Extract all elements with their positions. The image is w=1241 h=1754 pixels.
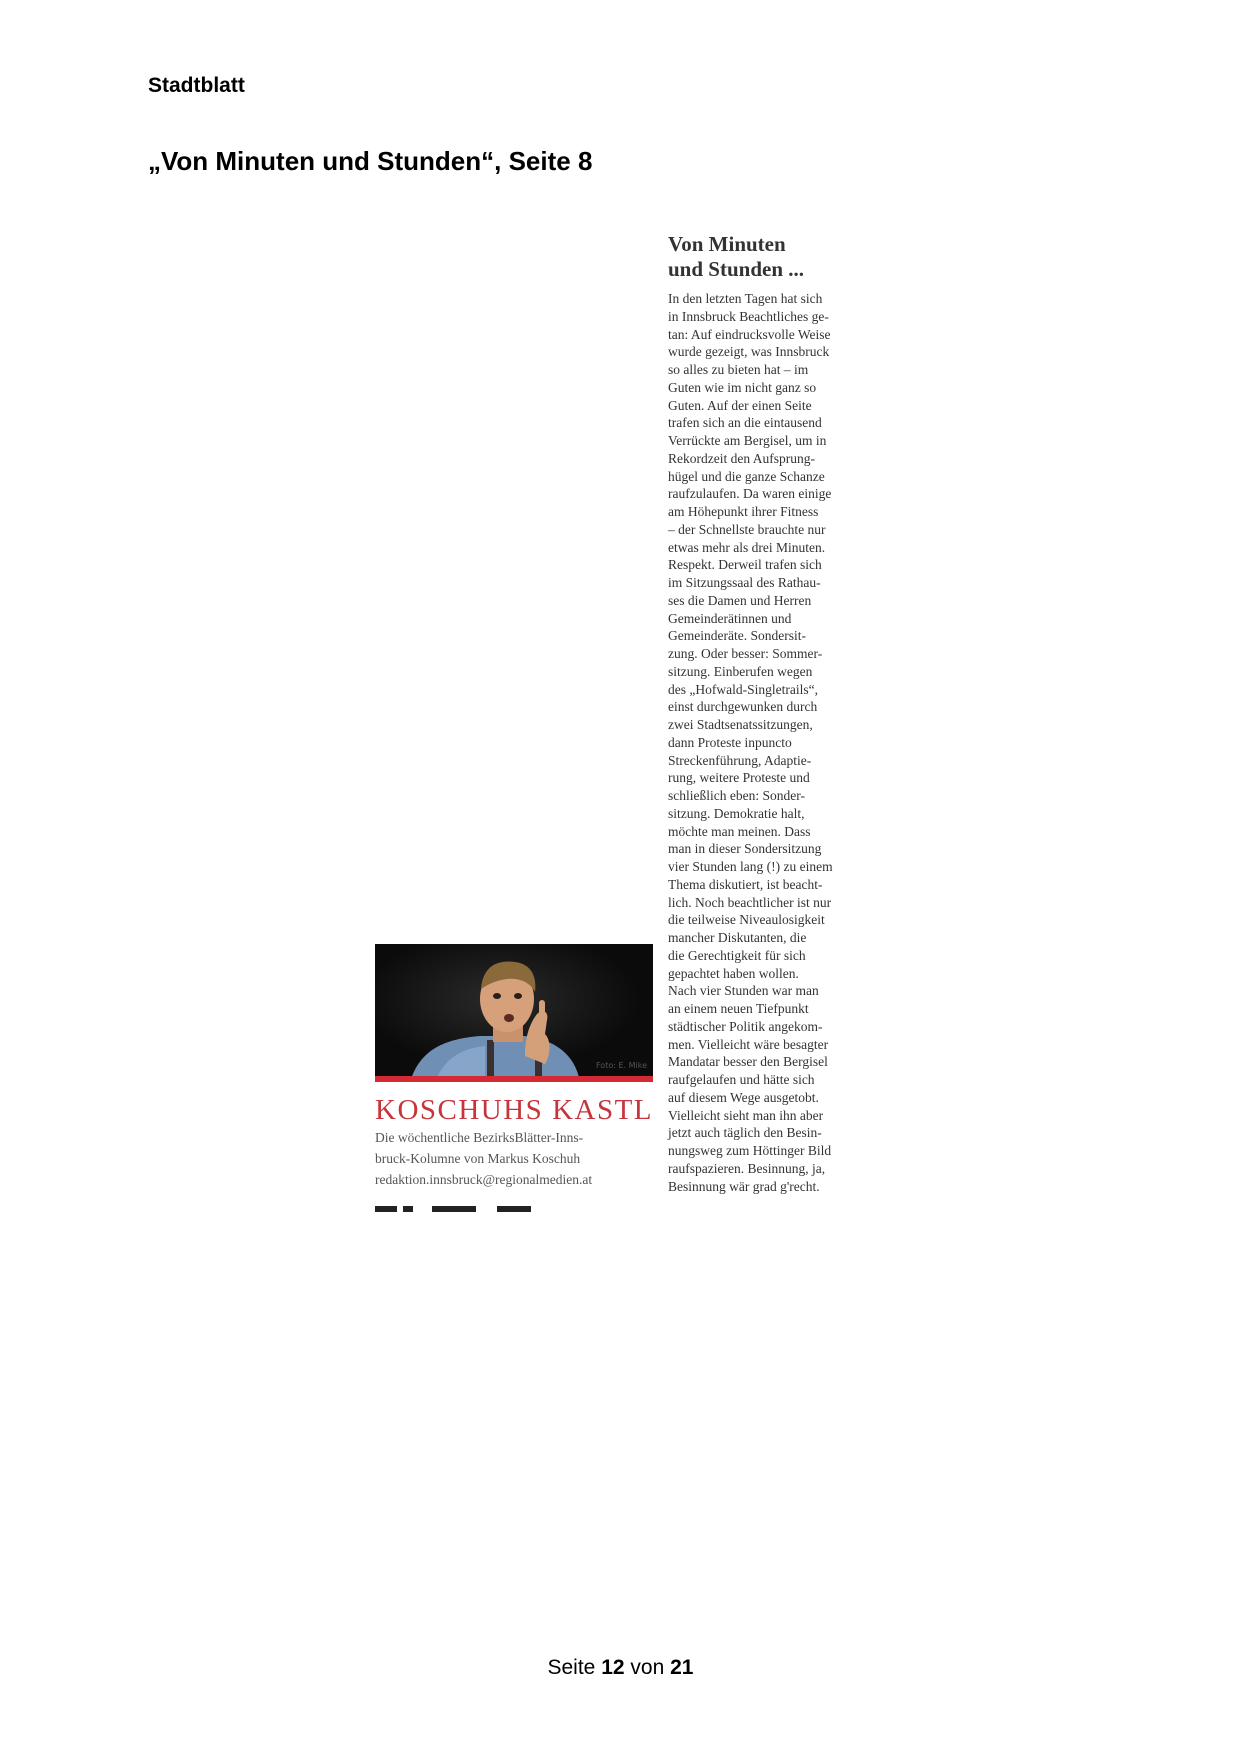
article-headline-line: und Stunden ... <box>668 257 804 281</box>
article-text-line: dann Proteste inpuncto <box>668 734 792 750</box>
article-text-line: Gemeinderäte. Sondersit- <box>668 628 806 644</box>
article-text-line: lich. Noch beachtlicher ist nur <box>668 894 832 910</box>
article-text-line: In den letzten Tagen hat sich <box>668 291 823 306</box>
article-text-line: man in dieser Sondersitzung <box>668 841 822 857</box>
cropped-heading-fragment <box>432 1206 476 1212</box>
column-name: KOSCHUHS KASTL <box>375 1094 654 1126</box>
article-text-line: Nach vier Stunden war man <box>668 983 819 999</box>
article-text-line: Besinnung wär grad g'recht. <box>668 1178 820 1194</box>
article-text-line: ses die Damen und Herren <box>668 592 812 608</box>
article-text-line: in Innsbruck Beachtliches ge- <box>668 308 829 324</box>
article-text-line: Vielleicht sieht man ihn aber <box>668 1107 824 1123</box>
article-text-line: etwas mehr als drei Minuten. <box>668 539 826 555</box>
article-text-line: raufzulaufen. Da waren einige <box>668 486 832 502</box>
article-text-line: Gemeinderätinnen und <box>668 610 792 626</box>
photo-accent-bar <box>375 1076 653 1082</box>
article-text-line: nungsweg zum Höttinger Bild <box>668 1143 832 1158</box>
article-text-line: einst durchgewunken durch <box>668 699 818 715</box>
article-text-line: an einem neuen Tiefpunkt <box>668 1001 809 1016</box>
article-text-line: men. Vielleicht wäre besagter <box>668 1036 829 1052</box>
article-text-line: sitzung. Demokratie halt, <box>668 805 805 821</box>
article-text-line: am Höhepunkt ihrer Fitness <box>668 504 819 519</box>
page-footer <box>0 1656 1241 1680</box>
article-text-line: rung, weitere Proteste und <box>668 770 810 786</box>
cropped-heading-fragment <box>403 1206 413 1212</box>
footer-separator: von <box>630 1656 665 1679</box>
article-headline-line: Von Minuten <box>668 232 786 256</box>
article-text-line: Streckenführung, Adaptie- <box>668 752 812 768</box>
article-text-line: auf diesem Wege ausgetobt. <box>668 1089 819 1105</box>
article-text-line: sitzung. Einberufen wegen <box>668 663 813 679</box>
article-text-line: zwei Stadtsenatssitzungen, <box>668 717 813 732</box>
article-text-line: tan: Auf eindrucksvolle Weise <box>668 326 831 342</box>
article-body <box>668 290 888 1195</box>
article-text-line: möchte man meinen. Dass <box>668 823 811 839</box>
article-text-line: so alles zu bieten hat – im <box>668 362 809 377</box>
article-text-line: wurde gezeigt, was Innsbruck <box>668 344 830 360</box>
total-page-count: 21 <box>670 1656 694 1679</box>
article-text-line: Verrückte am Bergisel, um in <box>668 433 827 448</box>
article-text-line: Thema diskutiert, ist beacht- <box>668 876 823 892</box>
article-text-line: schließlich eben: Sonder- <box>668 788 805 803</box>
article-headline <box>668 232 804 282</box>
current-page-number: 12 <box>601 1656 625 1679</box>
article-text-line: die teilweise Niveaulosigkeit <box>668 912 825 928</box>
article-text-line: raufspazieren. Besinnung, ja, <box>668 1160 826 1176</box>
article-text-line: Guten wie im nicht ganz so <box>668 379 817 395</box>
article-text-line: Respekt. Derweil trafen sich <box>668 557 822 573</box>
article-text-line: städtischer Politik angekom- <box>668 1018 823 1034</box>
source-label: Stadtblatt <box>148 74 245 97</box>
columnist-photo <box>375 944 653 1082</box>
article-text-line: jetzt auch täglich den Besin- <box>668 1125 822 1141</box>
column-description-line: bruck-Kolumne von Markus Koschuh <box>375 1151 581 1166</box>
article-text-line: mancher Diskutanten, die <box>668 930 807 945</box>
article-text-line: trafen sich an die eintausend <box>668 415 822 431</box>
article-text-line: gepachtet haben wollen. <box>668 965 799 981</box>
article-text-line: – der Schnellste brauchte nur <box>668 521 826 537</box>
footer-prefix: Seite <box>547 1656 596 1679</box>
cropped-heading-fragment <box>497 1206 531 1212</box>
article-text-line: Rekordzeit den Aufsprung- <box>668 450 815 466</box>
article-text-line: Mandatar besser den Bergisel <box>668 1054 828 1070</box>
document-title: „Von Minuten und Stunden“, Seite 8 <box>148 146 593 176</box>
article-text-line: im Sitzungssaal des Rathau- <box>668 575 821 590</box>
article-text-line: vier Stunden lang (!) zu einem <box>668 859 833 874</box>
column-contact-email: redaktion.innsbruck@regionalmedien.at <box>375 1172 593 1187</box>
article-text-line: die Gerechtigkeit für sich <box>668 947 806 963</box>
article-text-line: hügel und die ganze Schanze <box>668 468 825 484</box>
article-text-line: Guten. Auf der einen Seite <box>668 397 812 413</box>
photo-credit: Foto: E. Mike <box>595 1061 647 1070</box>
article-text-line: zung. Oder besser: Sommer- <box>668 646 823 661</box>
article-text-line: raufgelaufen und hätte sich <box>668 1072 815 1087</box>
article-text-line: des „Hofwald-Singletrails“, <box>668 681 818 697</box>
cropped-heading-fragment <box>375 1206 397 1212</box>
column-description-line: Die wöchentliche BezirksBlätter-Inns- <box>375 1130 584 1145</box>
